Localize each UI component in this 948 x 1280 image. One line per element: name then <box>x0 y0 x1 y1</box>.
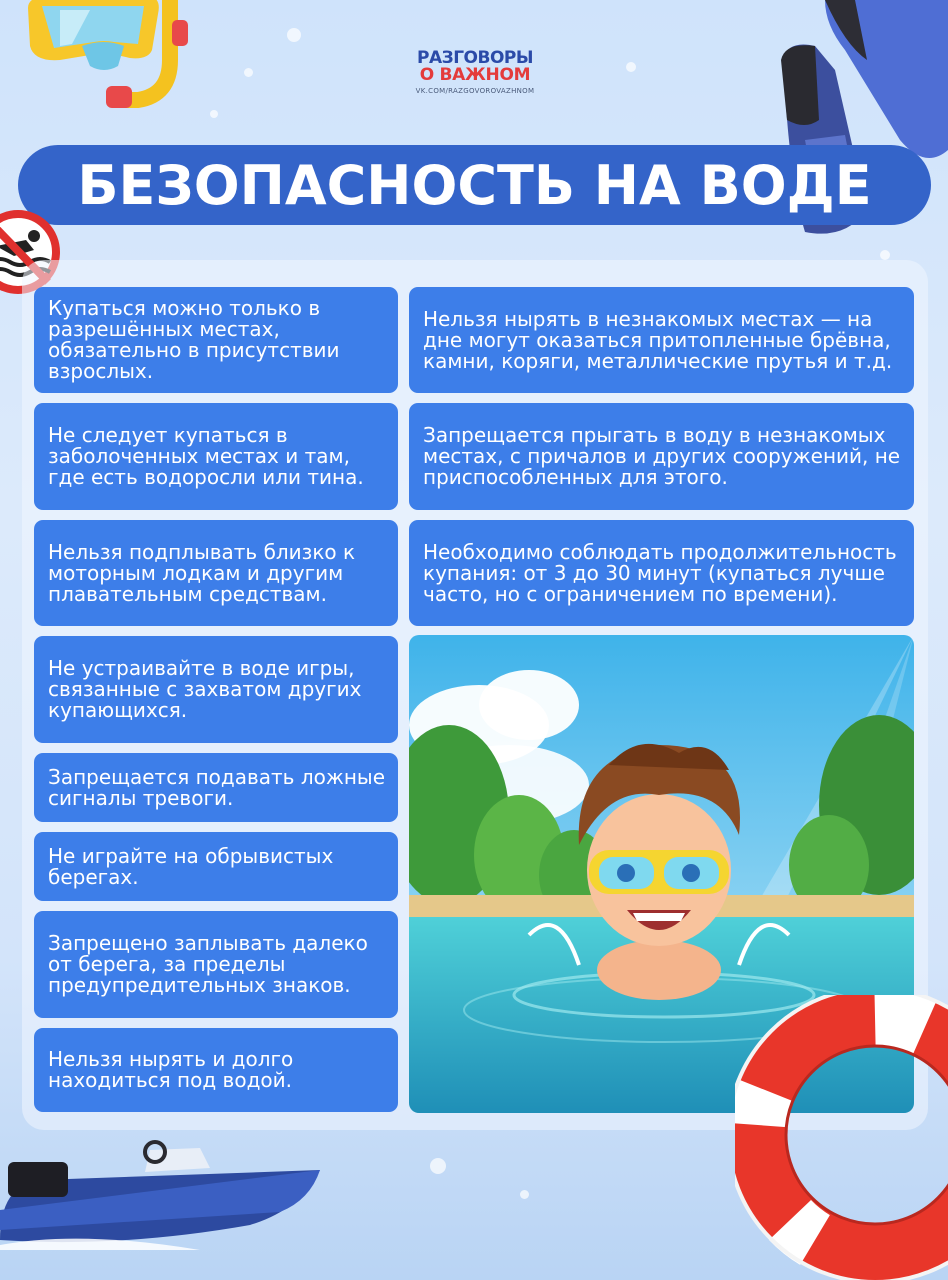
logo-line-2: О ВАЖНОМ <box>419 65 531 85</box>
rule-text: Запрещено заплывать далеко от берега, за пределы предупредительных знаков. <box>48 931 368 997</box>
snorkel-mask-icon <box>20 0 195 115</box>
rule-text: Запрещается подавать ложные сигналы тревоги. <box>48 764 386 810</box>
bubble <box>210 110 218 118</box>
title-bar <box>18 145 931 225</box>
rule-card <box>34 287 398 393</box>
bubble <box>244 68 253 77</box>
bubble <box>626 62 636 72</box>
rule-text: Не устраивайте в воде игры, связанные с захватом других купающихся. <box>48 656 362 722</box>
page-title: БЕЗОПАСНОСТЬ НА ВОДЕ <box>77 153 872 217</box>
rule-card <box>34 520 398 626</box>
rule-card <box>409 287 914 393</box>
logo <box>400 50 550 102</box>
bubble <box>520 1190 529 1199</box>
logo-url: VK.COM/RAZGOVOROVAZHNOM <box>415 87 535 95</box>
rule-text: Запрещается прыгать в воду в незнакомых местах, с причалов и других сооружений, не приспособленных для этого. <box>423 423 901 489</box>
rule-text: Не играйте на обрывистых берегах. <box>48 843 334 889</box>
rule-text: Необходимо соблюдать продолжительность купания: от 3 до 30 минут (купаться лучше часто, но с ограничением по времени). <box>423 539 897 606</box>
rule-card <box>409 403 914 510</box>
rule-card <box>34 1028 398 1112</box>
rule-card <box>34 911 398 1018</box>
rule-card <box>409 520 914 626</box>
motor-boat-icon <box>0 1130 330 1250</box>
logo-line-1: РАЗГОВОРЫ <box>417 48 533 68</box>
life-ring-icon <box>735 995 948 1280</box>
rule-text: Не следует купаться в заболоченных местах и там, где есть водоросли или тина. <box>48 423 364 489</box>
bubble <box>880 250 890 260</box>
rule-card <box>34 753 398 822</box>
rule-text: Нельзя нырять и долго находиться под водой. <box>48 1047 294 1092</box>
bubble <box>430 1158 446 1174</box>
rule-card <box>34 403 398 510</box>
rule-text: Нельзя нырять в незнакомых местах — на дне могут оказаться притопленные брёвна, камни, коряги, металлические прутья и т.д. <box>423 306 893 373</box>
rule-card <box>34 636 398 743</box>
rule-text: Нельзя подплывать близко к моторным лодкам и другим плавательным средствам. <box>48 539 356 606</box>
rule-card <box>34 832 398 901</box>
rule-text: Купаться можно только в разрешённых местах, обязательно в присутствии взрослых. <box>48 296 340 383</box>
bubble <box>287 28 301 42</box>
